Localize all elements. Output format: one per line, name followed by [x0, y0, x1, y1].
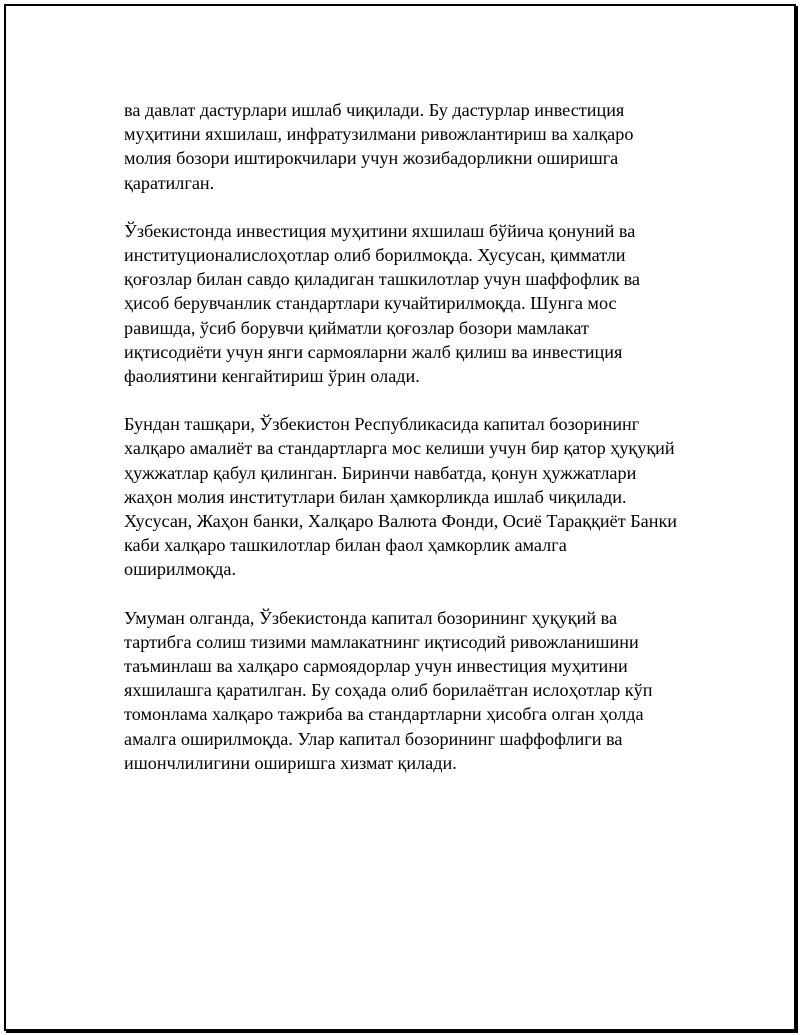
paragraph-4: Умуман олганда, Ўзбекистонда капитал бозорининг ҳуқуқий ва тартибга солиш тизими мамлакатнинг иқтисодий ривожланишини таъминлаш ва халқаро сармоядорлар учун инвестиция муҳитини яхшилашга қаратилган. Бу соҳада олиб борилаётган ислоҳотлар кўп томонлама халқаро тажриба ва стандартларни ҳисобга олган ҳолда амалга оширилмоқда. Улар капитал бозорининг шаффофлиги ва ишончлилигини оширишга хизмат қилади. — [124, 607, 653, 773]
paragraph-2: Ўзбекистонда инвестиция муҳитини яхшилаш бўйича қонуний ва институционалислоҳотлар олиб борилмоқда. Хусусан, қимматли қоғозлар билан савдо қиладиган ташкилотлар учун шаффофлик ва ҳисоб берувчанлик стандартлари кучайтирилмоқда. Шунга мос равишда, ўсиб борувчи қийматли қоғозлар бозори мамлакат иқтисодиёти учун янги сармояларни жалб қилиш ва инвестиция фаолиятини кенгайтириш ўрин олади. — [124, 220, 641, 387]
document-page — [4, 4, 796, 1031]
paragraph-1: ва давлат дастурлари ишлаб чиқилади. Бу дастурлар инвестиция муҳитини яхшилаш, инфратузилмани ривожлантириш ва халқаро молия бозори иштирокчилари учун жозибадорликни оширишга қаратилган. — [124, 100, 634, 193]
document-body — [124, 98, 704, 799]
paragraph-3: Бундан ташқари, Ўзбекистон Республикасида капитал бозорининг халқаро амалиёт ва стандартларга мос келиши учун бир қатор ҳуқуқий ҳужжатлар қабул қилинган. Биринчи навбатда, қонун ҳужжатлари жаҳон молия институтлари билан ҳамкорликда ишлаб чиқилади. Хусусан, Жаҳон банки, Халқаро Валюта Фонди, Осиё Тараққиёт Банки каби халқаро ташкилотлар билан фаол ҳамкорлик амалга оширилмоқда. — [124, 414, 678, 580]
